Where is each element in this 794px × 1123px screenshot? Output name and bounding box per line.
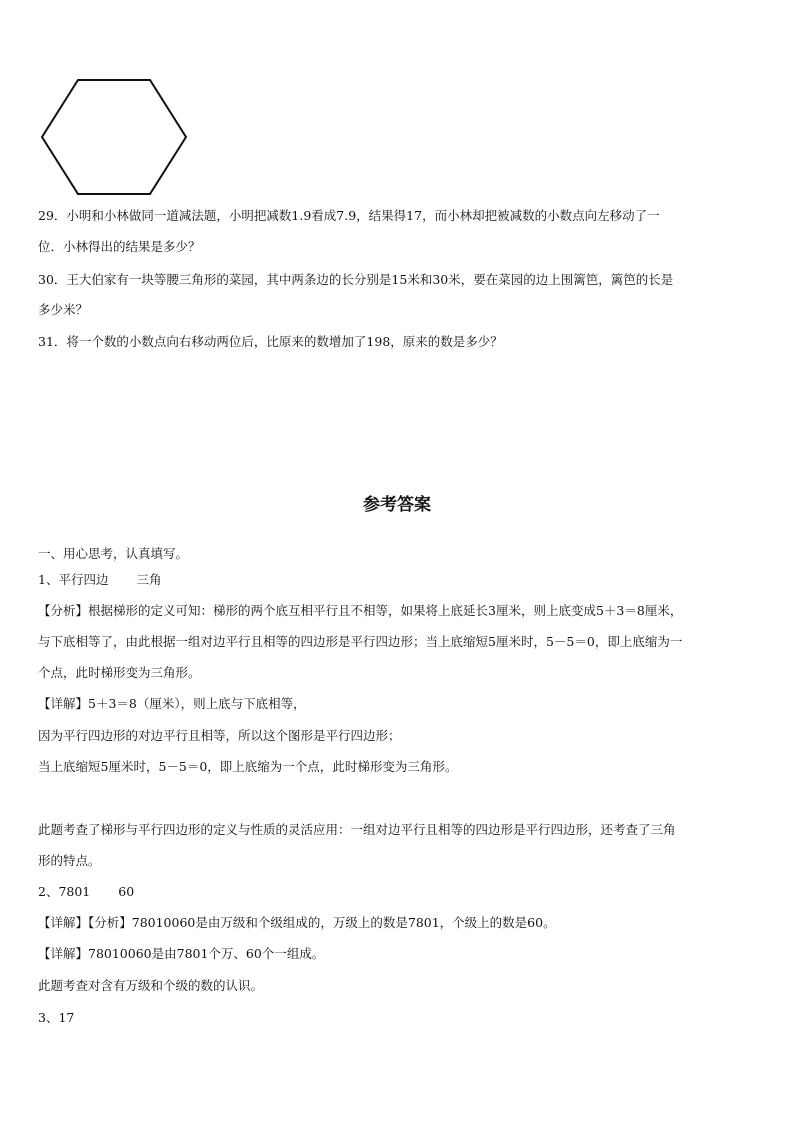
answer-1-header <box>38 571 758 589</box>
question-29-line-2: 位．小林得出的结果是多少？ <box>38 239 201 254</box>
answer-1-detail-line-3: 当上底缩短5厘米时，5－5＝0，即上底缩为一个点，此时梯形变为三角形。 <box>38 759 458 774</box>
answer-1-detail-line-2: 因为平行四边形的对边平行且相等，所以这个图形是平行四边形； <box>38 728 401 743</box>
answer-2-comment: 此题考查对含有万级和个级的数的认识。 <box>38 978 264 993</box>
section-1-heading: 一、用心思考，认真填写。 <box>38 546 189 561</box>
hexagon-figure <box>38 76 190 198</box>
question-30-line-2: 多少米？ <box>38 302 89 317</box>
answer-1-comment-line-1: 此题考查了梯形与平行四边形的定义与性质的灵活应用：一组对边平行且相等的四边形是平行四边形，还考查了三角 <box>38 822 676 837</box>
answer-2-blank-2: 60 <box>118 884 135 899</box>
answer-2-detail-line-1: 【详解】【分析】78010060是由万级和个级组成的，万级上的数是7801，个级上的数是60。 <box>38 915 556 930</box>
answer-3-header: 3、17 <box>38 1010 75 1025</box>
hexagon-outline <box>42 80 186 194</box>
answer-2-detail-line-2: 【详解】78010060是由7801个万、60个一组成。 <box>38 946 325 961</box>
answer-2-header <box>38 883 758 901</box>
answer-1-analysis-line-2: 与下底相等了，由此根据一组对边平行且相等的四边形是平行四边形；当上底缩短5厘米时，5－5＝0，即上底缩为一 <box>38 634 683 649</box>
question-29-line-1: 29．小明和小林做同一道减法题，小明把减数1.9看成7.9，结果得17，而小林却把被减数的小数点向左移动了一 <box>38 208 660 223</box>
answer-1-analysis-line-1: 【分析】根据梯形的定义可知：梯形的两个底互相平行且不相等，如果将上底延长3厘米，则上底变成5＋3＝8厘米， <box>38 603 683 618</box>
question-30-line-1: 30．王大伯家有一块等腰三角形的菜园，其中两条边的长分别是15米和30米，要在菜园的边上围篱笆，篱笆的长是 <box>38 272 674 287</box>
answer-1-analysis-line-3: 个点，此时梯形变为三角形。 <box>38 665 201 680</box>
answer-1-detail-line-1: 【详解】5＋3＝8（厘米），则上底与下底相等， <box>38 696 306 711</box>
answer-1-blank-2: 三角 <box>136 572 162 587</box>
answer-1-blank-1: 1、平行四边 <box>38 572 109 587</box>
answer-key-title: 参考答案 <box>363 495 431 515</box>
question-31: 31．将一个数的小数点向右移动两位后，比原来的数增加了198，原来的数是多少？ <box>38 334 503 349</box>
answer-1-comment-line-2: 形的特点。 <box>38 853 101 868</box>
answer-2-blank-1: 2、7801 <box>38 884 91 899</box>
